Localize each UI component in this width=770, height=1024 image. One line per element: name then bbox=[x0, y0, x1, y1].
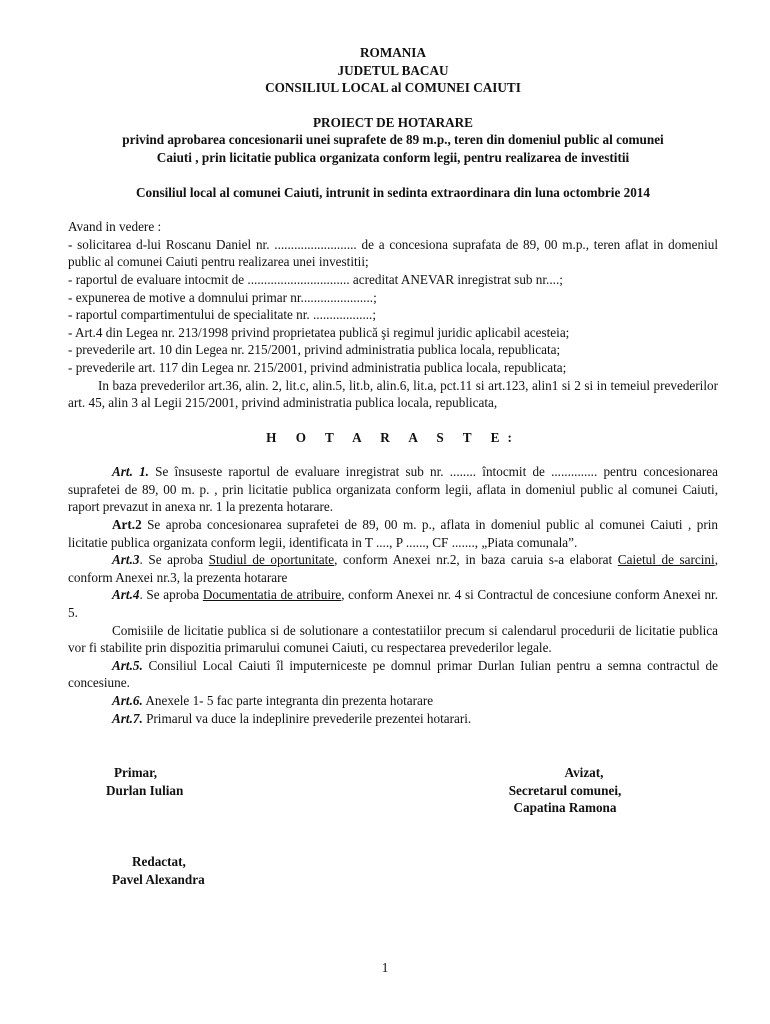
article-text: , conform Anexei nr.2, in baza caruia s-a elaborat bbox=[334, 552, 618, 568]
article-text: . Se aproba bbox=[139, 552, 209, 568]
consideration-item: - expunerea de motive a domnului primar nr......................; bbox=[68, 289, 377, 305]
decision-heading: H O T A R A S T E: bbox=[266, 429, 520, 445]
article-label: Art.4 bbox=[112, 587, 140, 603]
consideration-item: - raportul de evaluare intocmit de ............................... acreditat ANEVAR inregistrat sub nr....; bbox=[68, 271, 563, 287]
secretary-signature bbox=[500, 764, 630, 817]
article-6 bbox=[68, 692, 718, 710]
article-text: Anexele 1- 5 fac parte integranta din prezenta hotarare bbox=[142, 693, 434, 708]
feasibility-study-link: Studiul de oportunitate bbox=[208, 552, 335, 568]
header-country: ROMANIA bbox=[360, 45, 426, 60]
consideration-item: - raportul compartimentului de specialitate nr. ..................; bbox=[68, 307, 376, 323]
document-title: PROIECT DE HOTARARE bbox=[313, 114, 473, 130]
article-7 bbox=[68, 710, 718, 728]
secretary-title: Secretarul comunei, bbox=[508, 782, 622, 798]
article-text: . Se aproba bbox=[139, 587, 203, 603]
article-text: Consiliul Local Caiuti îl imputerniceste pe domnul primar Durlan Iulian pentru a semna contractul de concesiune. bbox=[68, 657, 718, 691]
drafter-name: Pavel Alexandra bbox=[112, 871, 205, 887]
mayor-title: Primar, bbox=[114, 765, 158, 780]
title-subject-line2: Caiuti , prin licitatie publica organizata conform legii, pentru realizarea de investitii bbox=[156, 149, 630, 165]
secretary-name: Capatina Ramona bbox=[513, 800, 617, 816]
specifications-link: Caietul de sarcini bbox=[617, 552, 715, 568]
document-body bbox=[68, 44, 718, 727]
article-5 bbox=[68, 657, 718, 692]
article-label: Art.5. bbox=[112, 657, 143, 673]
page-number: 1 bbox=[381, 960, 389, 975]
drafted-signature bbox=[112, 853, 205, 888]
considerations-lead: Avand in vedere : bbox=[68, 219, 162, 235]
endorsed-label: Avizat, bbox=[564, 765, 604, 780]
mayor-name: Durlan Iulian bbox=[106, 782, 184, 798]
title-subject-line1: privind aprobarea concesionarii unei suprafete de 89 m.p., teren din domeniul public al comunei bbox=[122, 132, 664, 148]
award-documentation-link: Documentatia de atribuire bbox=[202, 587, 342, 603]
article-text: Se aproba concesionarea suprafetei de 89, 00 m. p., aflata in domeniul public al comunei Caiuti , prin licitatie publica organizata conform legii, identificata in T ...., P ......, CF ......., „Piata comunala”. bbox=[68, 517, 718, 550]
article-3 bbox=[68, 551, 718, 586]
article-1 bbox=[68, 463, 718, 516]
article-text: Se însuseste raportul de evaluare inregistrat sub nr. ........ întocmit de .............. pentru concesionarea suprafetei de 89, 00 m. p. , prin licitatie publica organizata conform legii, aflata in domeniul public al comunei Caiuti, raport prevazut in anexa nr. 1 la prezenta hotarare. bbox=[68, 464, 719, 515]
article-2 bbox=[68, 516, 718, 551]
article-label: Art.3 bbox=[112, 552, 140, 568]
article-text: , conform Anexei nr.3, la prezenta hotarare bbox=[68, 552, 718, 585]
article-label: Art.6. bbox=[112, 693, 143, 708]
drafted-label: Redactat, bbox=[132, 854, 186, 869]
article-label: Art.7. bbox=[112, 710, 143, 726]
intro-statement: Consiliul local al comunei Caiuti, intrunit in sedinta extraordinara din luna octombrie 2014 bbox=[136, 184, 650, 200]
mayor-signature bbox=[106, 764, 184, 799]
consideration-item: - solicitarea d-lui Roscanu Daniel nr. ......................... de a concesiona suprafata de 89, 00 m.p., teren aflat in domeniul public al comunei Caiuti pentru realizarea unei investitii; bbox=[68, 236, 718, 270]
article-label: Art.2 bbox=[112, 517, 142, 533]
article-text: , conform Anexei nr. 4 si Contractul de concesiune conform Anexei nr. 5. bbox=[68, 587, 718, 621]
consideration-item: - prevederile art. 10 din Legea nr. 215/2001, privind administratia publica locala, republicata; bbox=[68, 342, 561, 358]
commissions-paragraph: Comisiile de licitatie publica si de solutionare a contestatiilor precum si calendarul procedurii de licitatie publica vor fi stabilite prin dispozitia primarului comunei Caiuti, cu respectarea prevederilor legale. bbox=[68, 622, 718, 656]
article-label: Art. 1. bbox=[112, 464, 149, 480]
consideration-item: - Art.4 din Legea nr. 213/1998 privind proprietatea publică şi regimul juridic aplicabil acesteia; bbox=[68, 324, 570, 340]
consideration-item: - prevederile art. 117 din Legea nr. 215/2001, privind administratia publica locala, republicata; bbox=[68, 359, 567, 375]
legal-basis: In baza prevederilor art.36, alin. 2, lit.c, alin.5, lit.b, alin.6, lit.a, pct.11 si art.123, alin1 si 2 si in temeiul prevederilor art. 45, alin 3 al Legii 215/2001, privind administratia publica locala, republicata, bbox=[68, 377, 718, 411]
article-text: Primarul va duce la indeplinire prevederile prezentei hotarari. bbox=[142, 710, 472, 726]
article-4 bbox=[68, 586, 718, 621]
header-county: JUDETUL BACAU bbox=[337, 62, 449, 78]
header-council: CONSILIUL LOCAL al COMUNEI CAIUTI bbox=[265, 80, 521, 96]
